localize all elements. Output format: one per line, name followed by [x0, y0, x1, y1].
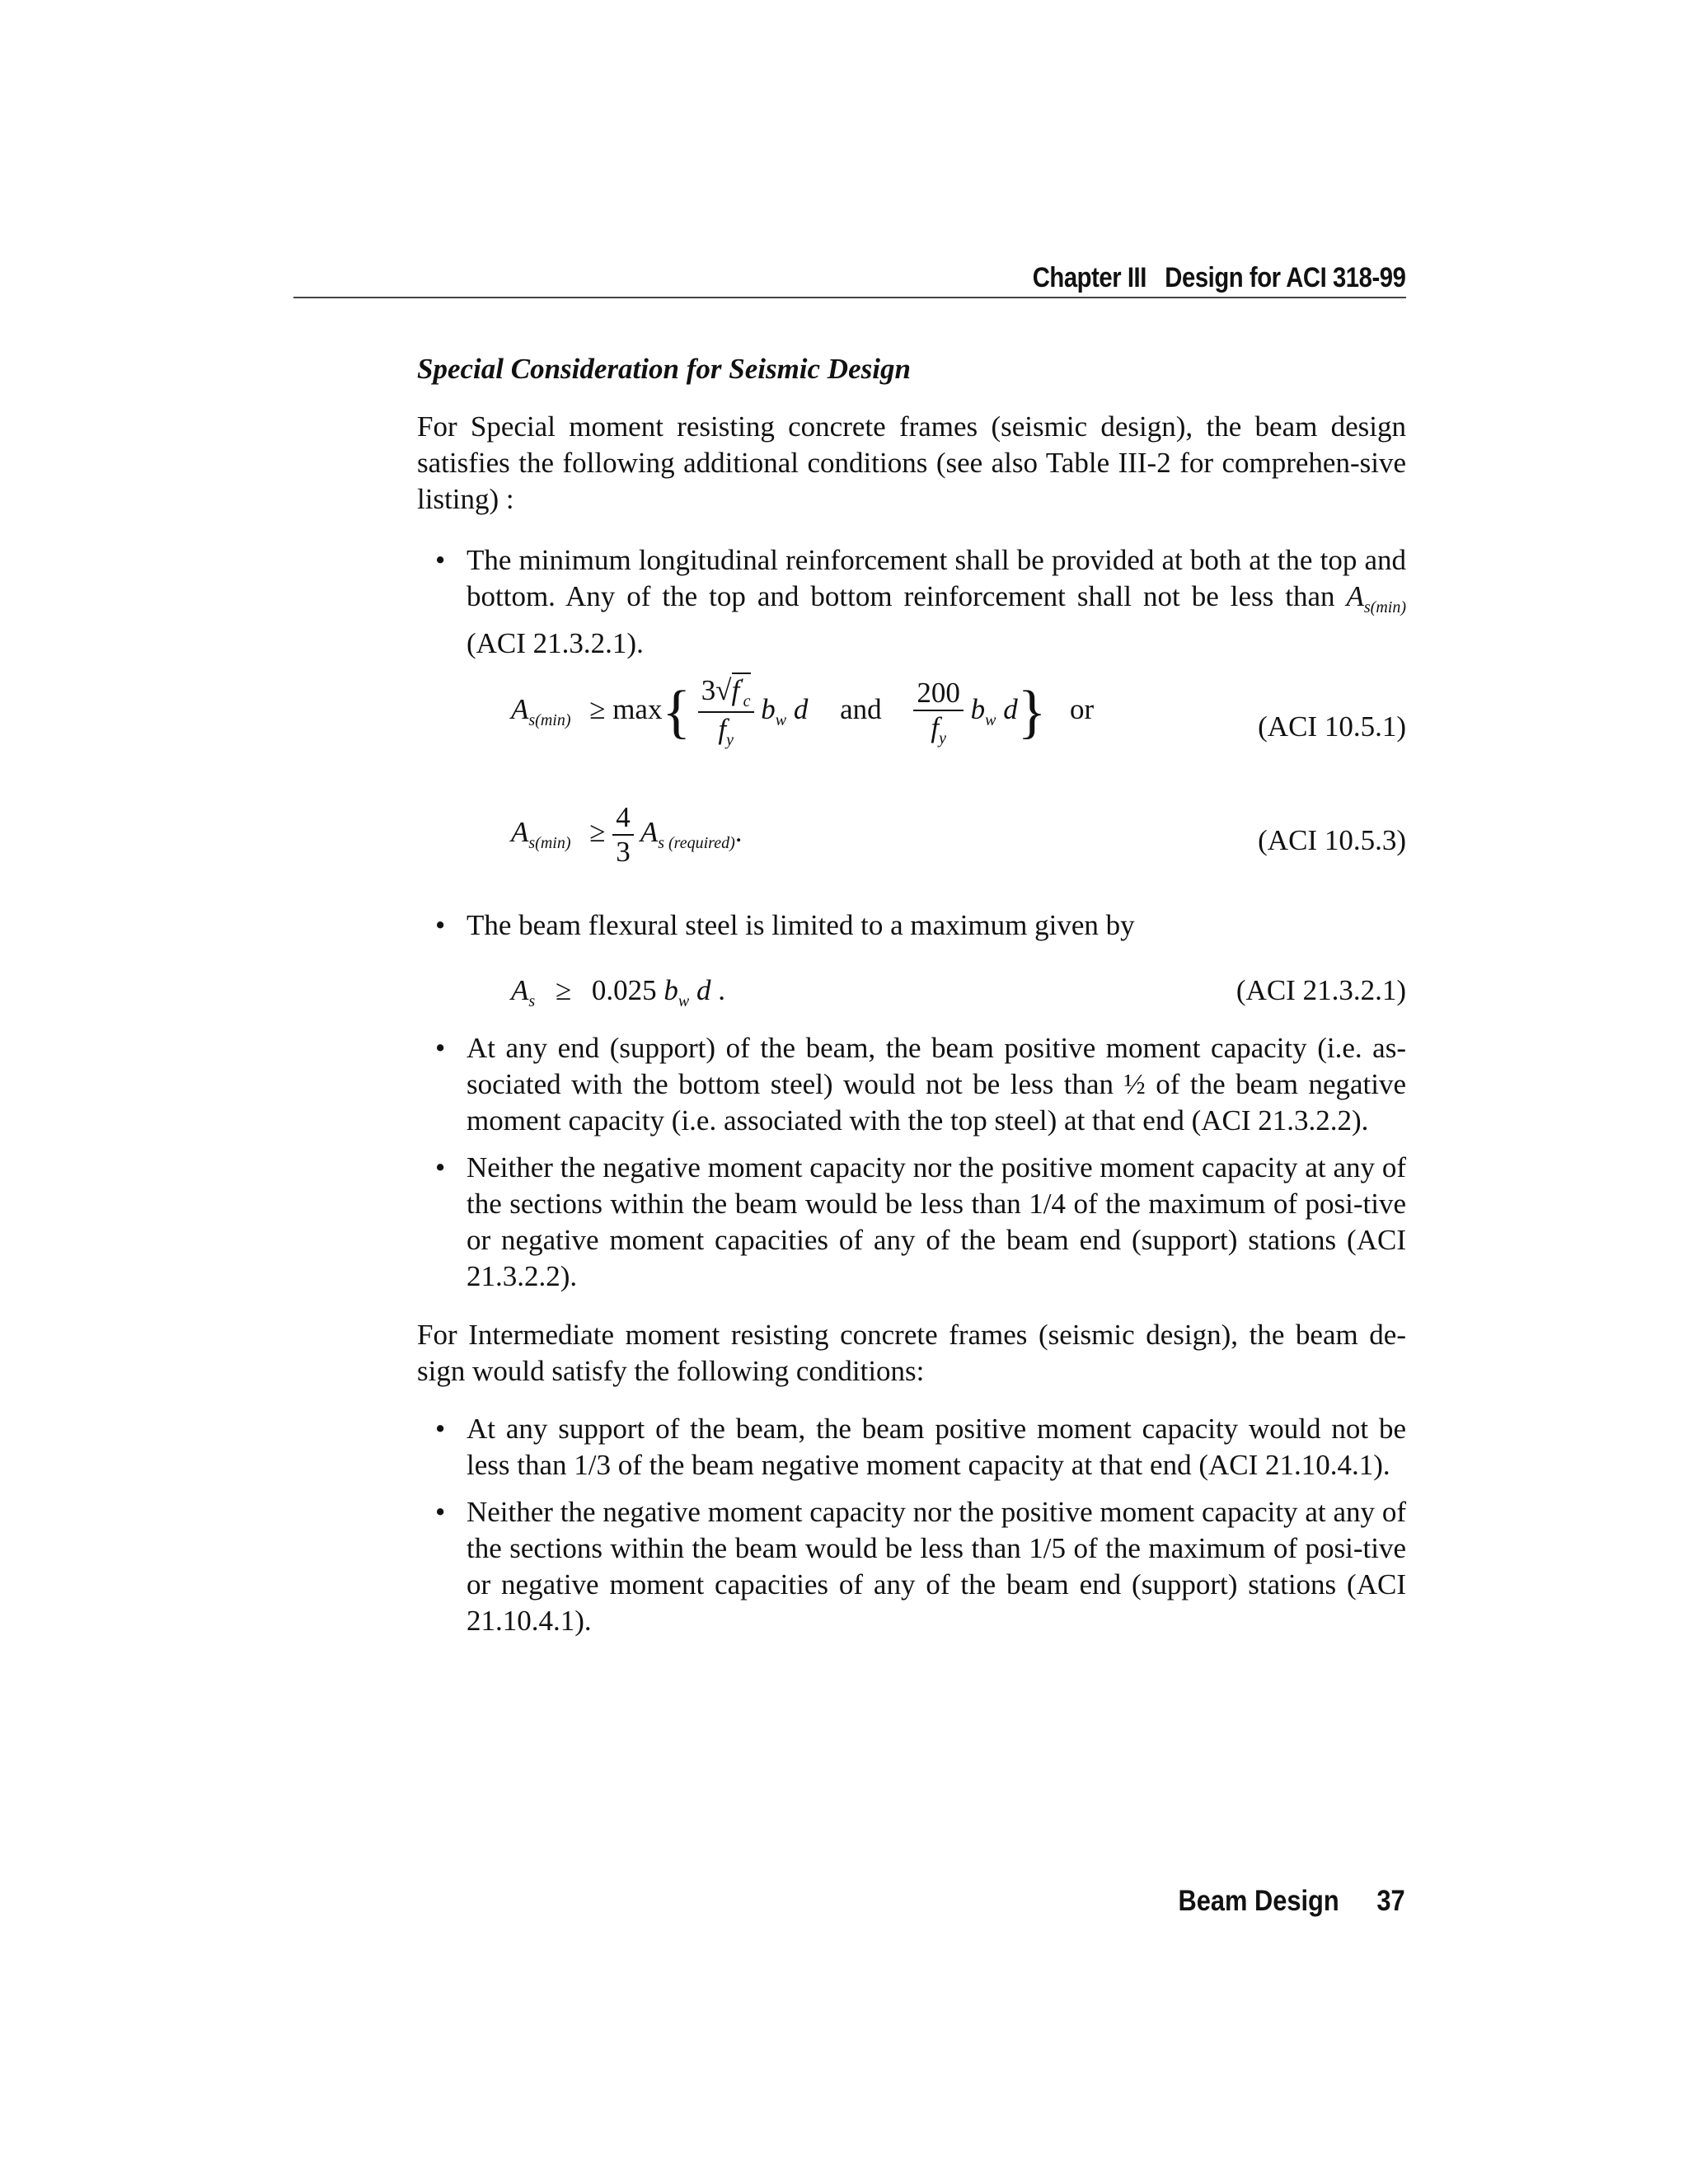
special-bullet-4: Neither the negative moment capacity nor the positive moment capacity at any of the sections within the beam would be less than 1/4 of the maximum of posi-tive or negative moment capacities of any of the beam end (support) stations (ACI 21.3.2.2). — [467, 1151, 1406, 1292]
page-number: 37 — [1376, 1885, 1405, 1917]
footer-section: Beam Design — [1178, 1885, 1339, 1917]
special-bullet-2: The beam flexural steel is limited to a maximum given by — [467, 909, 1135, 941]
equation-aci-10-5-3: $A_{s(min)}$ ≥ $\frac{4}{3}$ $A_{s (required)}$. — [511, 801, 743, 868]
bullet-marker: • — [435, 909, 446, 941]
bullet-marker: • — [435, 1151, 446, 1183]
special-bullet-1 — [467, 542, 1406, 662]
bullet-marker: • — [435, 1413, 446, 1445]
header-rule — [293, 297, 1406, 298]
section-title: Special Consideration for Seismic Design — [417, 353, 911, 385]
bullet-marker: • — [435, 1496, 446, 1528]
equation-ref-10-5-1: (ACI 10.5.1) — [1258, 710, 1406, 743]
intermediate-bullet-1: At any support of the beam, the beam positive moment capacity would not be less than 1/3 of the beam negative moment capacity at that end (ACI 21.10.4.1). — [467, 1413, 1406, 1481]
header-chapter: Chapter III — [1032, 262, 1146, 293]
equation-aci-10-5-1: $A_{s(min)} \ge \max${ $\frac{3√f'_c}{f_y}$ $b_w$ d and $\frac{200}{f_y}$ $b_w$ d} or — [511, 674, 1095, 749]
equation-aci-21-3-2-1: $A_s \ge 0.025$ $b_w$ d . — [511, 974, 725, 1010]
equation-ref-10-5-3: (ACI 10.5.3) — [1258, 824, 1406, 856]
intro-intermediate-paragraph: For Intermediate moment resisting concrete frames (seismic design), the beam de-sign would satisfy the following conditions: — [417, 1319, 1406, 1387]
header-title: Design for ACI 318-99 — [1164, 262, 1405, 293]
bullet-marker: • — [435, 544, 446, 576]
bullet-marker: • — [435, 1032, 446, 1064]
intro-special-paragraph: For Special moment resisting concrete frames (seismic design), the beam design satisfies the following additional conditions (see also Table III-2 for comprehen-sive listing) : — [417, 410, 1406, 515]
intermediate-bullet-2: Neither the negative moment capacity nor the positive moment capacity at any of the sections within the beam would be less than 1/5 of the maximum of posi-tive or negative moment capacities of any of the beam end (support) stations (ACI 21.10.4.1). — [467, 1496, 1406, 1637]
special-bullet-1-text: The minimum longitudinal reinforcement shall be provided at both at the top and bottom. Any of the top and bottom reinforcement shall not be less than — [467, 544, 1406, 612]
special-bullet-1-ref: (ACI 21.3.2.1). — [467, 627, 644, 659]
equation-ref-21-3-2-1: (ACI 21.3.2.1) — [1236, 974, 1406, 1006]
page-footer — [1179, 1885, 1405, 1918]
special-bullet-3: At any end (support) of the beam, the beam positive moment capacity (i.e. as-sociated with the bottom steel) would not be less than ½ of the beam negative moment capacity (i.e. associated with the top steel) at that end (ACI 21.3.2.2). — [467, 1032, 1406, 1137]
as-min-symbol: $A_{s(min)}$ — [1346, 580, 1406, 616]
running-header — [1032, 262, 1405, 294]
